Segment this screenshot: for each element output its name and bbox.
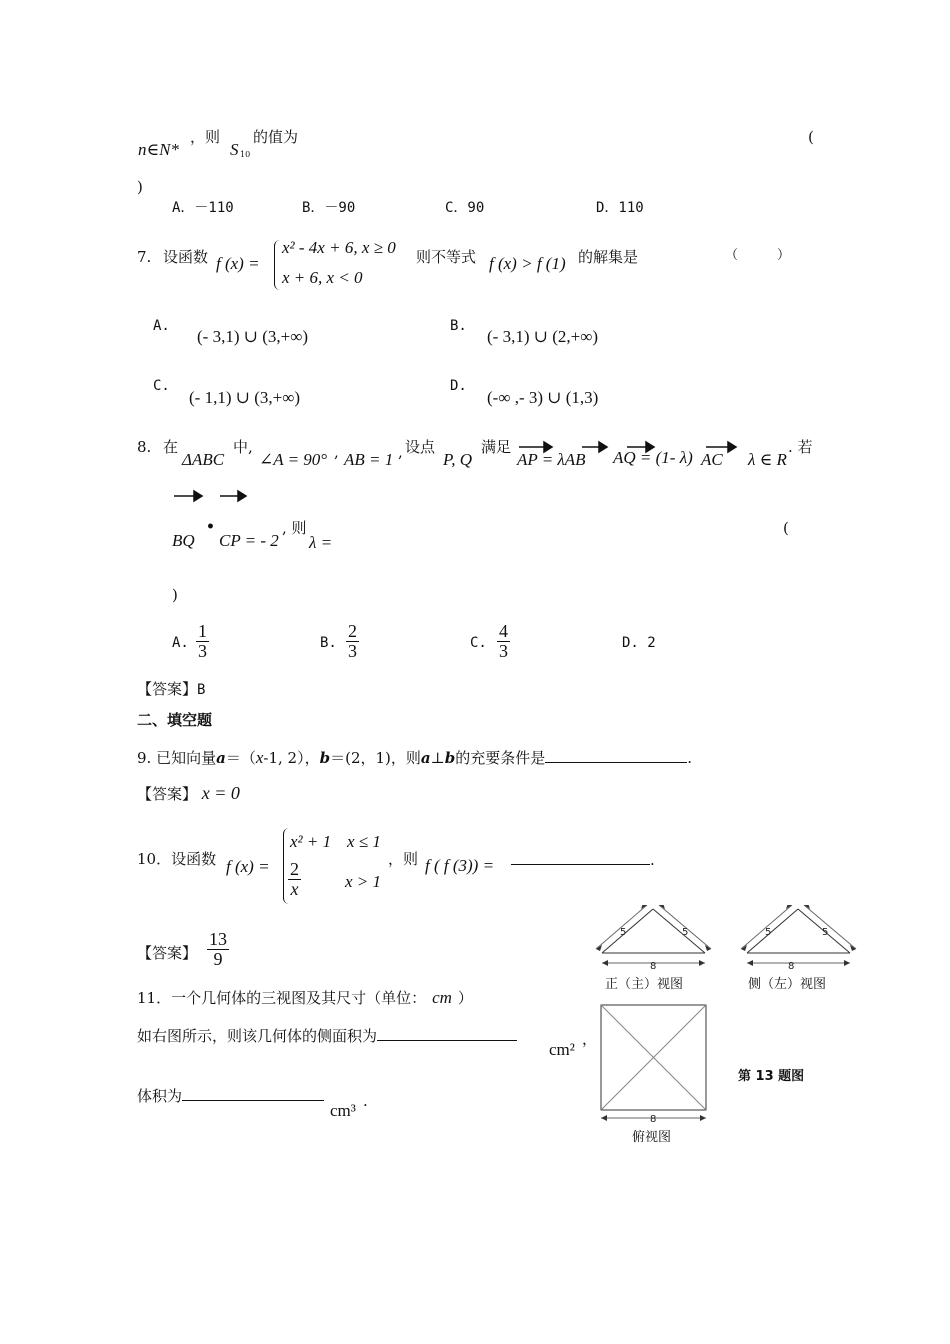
q10-blank-line: .	[511, 851, 655, 869]
q8-ab: AB = 1	[344, 450, 394, 469]
side-slant-left-label: 5	[765, 927, 772, 938]
side-view	[741, 905, 856, 963]
q9-stem: 9. 已知向量a＝（x-1, 2），b＝(2，1)，则a⊥b的充要条件是 .	[137, 748, 693, 767]
q11-line-2-end: ，	[582, 1030, 598, 1048]
top-view-caption: 俯视图	[632, 1130, 672, 1145]
q10-answer-label: 【答案】	[137, 944, 198, 962]
q10-case-2: $\frac{2}{x}$	[290, 859, 299, 899]
q7-inequality: f (x) > f (1)	[489, 254, 566, 273]
q6-then: ，则	[190, 128, 221, 146]
q8-number: 8.	[137, 438, 152, 456]
front-view-caption: 正（主）视图	[605, 977, 684, 992]
q8-paren-close: )	[172, 586, 178, 604]
q6-s-subscript: 10	[240, 150, 251, 159]
front-base-label: 8	[650, 961, 657, 972]
q7-case-1: x² - 4x + 6, x ≥ 0	[282, 238, 396, 257]
q6-paren-open: (	[808, 128, 814, 146]
q6-s: S	[230, 140, 239, 159]
q8-pq: P, Q	[443, 450, 472, 469]
front-slant-left-label: 5	[620, 927, 627, 938]
q8-zai: 在	[163, 438, 179, 456]
q7-number: 7.	[137, 248, 152, 266]
q11-line-2: 如右图所示，则该几何体的侧面积为	[137, 1027, 517, 1045]
q10-function-lhs: f (x) =	[226, 857, 270, 876]
q8-dot: •	[206, 519, 215, 535]
q10-answer: $\frac{13}{9}$	[209, 929, 227, 969]
q8-bq: BQ	[172, 531, 195, 550]
side-slant-right-label: 5	[822, 927, 829, 938]
q6-option-a: A．－110	[172, 200, 234, 216]
q7-option-a: (- 3,1) ∪ (3,+∞)	[197, 327, 309, 346]
q11-unit-volume: cm³	[330, 1101, 356, 1120]
q8-option-c-label: C.	[470, 635, 487, 651]
q6-paren-close: )	[137, 178, 143, 196]
figure-title: 第 13 题图	[738, 1069, 805, 1084]
q8-aq-equation: AQ = (1- λ)	[613, 448, 693, 467]
q11-blank-volume[interactable]	[182, 1100, 324, 1101]
q7-function-lhs: f (x) =	[216, 254, 260, 273]
q7-option-d-label: D.	[450, 378, 467, 394]
q8-comma-2: ,	[398, 443, 403, 461]
q10-case-1: x² + 1	[290, 832, 332, 851]
q8-lambda-eq: λ =	[309, 533, 333, 552]
q10-blank[interactable]	[511, 864, 650, 865]
q7-stem: 设函数	[163, 248, 209, 266]
top-view	[601, 1005, 706, 1118]
q11-unit-area: cm²	[549, 1040, 575, 1059]
q11-blank-area[interactable]	[377, 1040, 517, 1041]
front-slant-right-label: 5	[682, 927, 689, 938]
q8-zhong: 中,	[233, 438, 253, 456]
q6-condition: n∈N*	[138, 140, 179, 159]
q11-line-1: 11．一个几何体的三视图及其尺寸（单位： cm ）	[137, 988, 473, 1007]
q8-cp-equation: CP = - 2	[219, 531, 279, 550]
q8-angle: ∠A = 90°	[259, 450, 328, 469]
front-view	[596, 905, 711, 963]
q9-answer: 【答案】 x = 0	[137, 783, 240, 803]
q10-stem: 10．设函数	[137, 850, 217, 868]
q8-lambda-real: λ ∈ R	[748, 450, 787, 469]
q8-triangle: ΔABC	[182, 450, 225, 469]
section-title: 二、填空题	[137, 711, 213, 729]
q11-line-3: 体积为	[137, 1087, 324, 1105]
q8-ac: AC	[701, 450, 723, 469]
top-base-label: 8	[650, 1114, 657, 1125]
q8-option-c: $\frac{4}{3}$	[499, 621, 508, 661]
q8-set-point: 设点	[405, 438, 436, 456]
q7-option-b-label: B.	[450, 318, 467, 334]
q10-expression: f ( f (3)) =	[425, 856, 495, 875]
q7-ineq-post: 的解集是	[578, 248, 639, 266]
q8-option-b: $\frac{2}{3}$	[348, 621, 357, 661]
q6-option-b: B．－90	[302, 200, 356, 216]
q8-comma-1: ,	[334, 443, 339, 461]
q8-satisfy: 满足	[481, 438, 512, 456]
q8-option-d: D. 2	[622, 635, 656, 651]
q8-paren-open: (	[783, 519, 789, 537]
q7-case-2: x + 6, x < 0	[282, 268, 363, 287]
q7-paren: （ ）	[725, 248, 791, 263]
q8-option-a: $\frac{1}{3}$	[198, 621, 207, 661]
q8-ze: , 则	[282, 519, 307, 537]
q8-ruo: . 若	[788, 438, 813, 456]
three-view-figure	[590, 905, 870, 1155]
q8-option-b-label: B.	[320, 635, 337, 651]
q9-blank[interactable]	[545, 762, 687, 763]
q7-option-d: (-∞ ,- 3) ∪ (1,3)	[487, 388, 599, 407]
q6-option-c: C．90	[445, 200, 485, 216]
q8-ap-equation: AP = λAB	[517, 450, 586, 469]
q6-tail: 的值为	[253, 128, 299, 146]
q11-line-3-end: .	[363, 1092, 368, 1110]
q8-option-a-label: A.	[172, 635, 189, 651]
q7-ineq-pre: 则不等式	[416, 248, 477, 266]
q10-then: ，则	[388, 850, 419, 868]
q10-case-1-cond: x ≤ 1	[347, 832, 381, 851]
side-view-caption: 侧（左）视图	[748, 977, 827, 992]
q7-option-a-label: A.	[153, 318, 170, 334]
q7-option-c: (- 1,1) ∪ (3,+∞)	[189, 388, 301, 407]
q8-answer: 【答案】B	[137, 680, 206, 698]
q6-option-d: D．110	[596, 200, 644, 216]
q10-case-2-cond: x > 1	[345, 872, 382, 891]
side-base-label: 8	[788, 961, 795, 972]
q7-option-b: (- 3,1) ∪ (2,+∞)	[487, 327, 599, 346]
q7-option-c-label: C.	[153, 378, 170, 394]
q7-brace	[274, 240, 280, 290]
q8-vector-arrows-2	[172, 489, 252, 503]
